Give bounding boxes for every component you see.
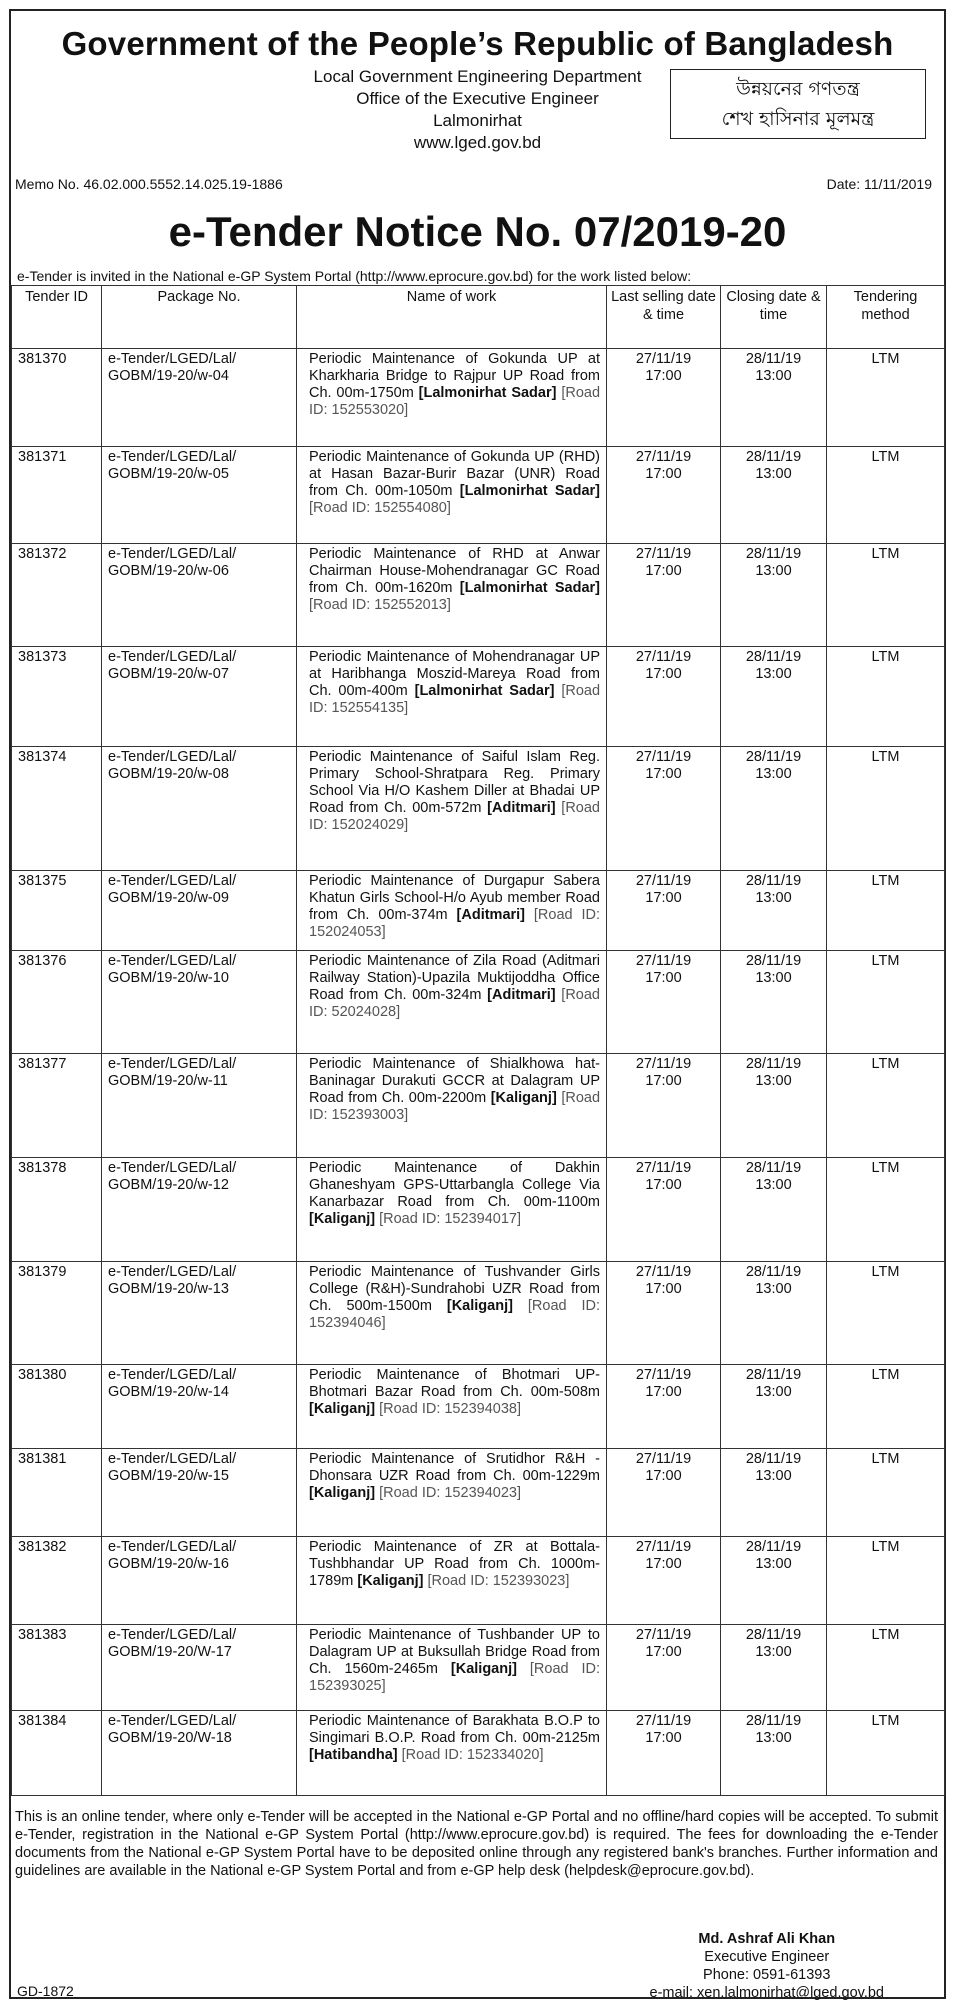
work-location: [Kaliganj] — [309, 1211, 376, 1227]
slogan-box — [670, 69, 926, 139]
table-row — [12, 951, 945, 1054]
tendering-method-cell: LTM — [827, 447, 945, 544]
closing-date-cell: 28/11/19 13:00 — [721, 1158, 827, 1262]
slogan-line-2: শেখ হাসিনার মূলমন্ত্র — [721, 108, 875, 130]
header-closing-date: Closing date & time — [721, 286, 827, 349]
table-row — [12, 1449, 945, 1537]
road-id: [Road ID: 152334020] — [401, 1747, 544, 1763]
tender-notice-page — [9, 9, 946, 1999]
work-location: [Kaliganj] — [357, 1573, 424, 1589]
package-no-cell: e-Tender/LGED/Lal/ GOBM/19-20/W-17 — [102, 1625, 297, 1711]
name-of-work-cell — [297, 1054, 607, 1158]
road-id: [Road ID: 152394046] — [309, 1298, 601, 1331]
package-no-cell: e-Tender/LGED/Lal/ GOBM/19-20/w-09 — [102, 871, 297, 951]
package-no-cell: e-Tender/LGED/Lal/ GOBM/19-20/w-12 — [102, 1158, 297, 1262]
name-of-work-cell — [297, 1262, 607, 1365]
last-selling-date-cell: 27/11/19 17:00 — [607, 349, 721, 447]
table-row — [12, 1711, 945, 1796]
road-id: [Road ID: 152554135] — [309, 683, 601, 716]
gd-number: GD-1872 — [17, 1983, 74, 1999]
tender-id-cell: 381380 — [12, 1365, 102, 1449]
table-row — [12, 544, 945, 647]
closing-date-cell: 28/11/19 13:00 — [721, 747, 827, 871]
table-row — [12, 1625, 945, 1711]
work-description: Periodic Maintenance of Mohendranagar UP at Haribhanga Moszid-Mareya Road from Ch. 00m-400m — [309, 649, 600, 699]
signatory-phone: Phone: 0591-61393 — [703, 1967, 831, 1983]
notice-title: e-Tender Notice No. 07/2019-20 — [168, 208, 787, 255]
intro-text: e-Tender is invited in the National e-GP System Portal (http://www.eprocure.gov.bd) for the work listed below: — [17, 268, 692, 284]
road-id: [Road ID: 152554080] — [309, 500, 451, 516]
work-description: Periodic Maintenance of Tushbander UP to Dalagram UP at Buksullah Bridge Road from Ch. 1560m-2465m — [309, 1627, 600, 1677]
tendering-method-cell: LTM — [827, 544, 945, 647]
name-of-work-cell — [297, 1625, 607, 1711]
name-of-work-cell — [297, 951, 607, 1054]
tendering-method-cell: LTM — [827, 1054, 945, 1158]
name-of-work-cell — [297, 1711, 607, 1796]
work-location: [Lalmonirhat Sadar] — [459, 580, 600, 596]
work-description: Periodic Maintenance of Srutidhor R&H - Dhonsara UZR Road from Ch. 00m-1229m — [309, 1451, 600, 1484]
last-selling-date-cell: 27/11/19 17:00 — [607, 1262, 721, 1365]
work-location: [Kaliganj] — [309, 1401, 376, 1417]
tendering-method-cell: LTM — [827, 1158, 945, 1262]
tendering-method-cell: LTM — [827, 647, 945, 747]
district-name: Lalmonirhat — [433, 111, 522, 130]
last-selling-date-cell: 27/11/19 17:00 — [607, 747, 721, 871]
package-no-cell: e-Tender/LGED/Lal/ GOBM/19-20/w-05 — [102, 447, 297, 544]
name-of-work-cell — [297, 349, 607, 447]
work-description: Periodic Maintenance of Saiful Islam Reg. Primary School-Shratpara Reg. Primary School Via H/O Kashem Diller at Bhadai UP Road from Ch. 00m-572m — [309, 749, 600, 816]
table-row — [12, 447, 945, 544]
closing-date-cell: 28/11/19 13:00 — [721, 544, 827, 647]
road-id: [Road ID: 152393025] — [309, 1661, 601, 1694]
work-location: [Kaliganj] — [309, 1485, 376, 1501]
work-description: Periodic Maintenance of Barakhata B.O.P to Singimari B.O.P. Road from Ch. 00m-2125m — [309, 1713, 600, 1746]
last-selling-date-cell: 27/11/19 17:00 — [607, 1158, 721, 1262]
header-tender-id: Tender ID — [12, 286, 102, 349]
name-of-work-cell — [297, 1158, 607, 1262]
road-id: [Road ID: 152024053] — [309, 907, 601, 940]
name-of-work-cell — [297, 544, 607, 647]
work-location: [Kaliganj] — [490, 1090, 557, 1106]
package-no-cell: e-Tender/LGED/Lal/ GOBM/19-20/W-18 — [102, 1711, 297, 1796]
header-name-of-work: Name of work — [297, 286, 607, 349]
tender-id-cell: 381378 — [12, 1158, 102, 1262]
package-no-cell: e-Tender/LGED/Lal/ GOBM/19-20/w-14 — [102, 1365, 297, 1449]
work-description: Periodic Maintenance of Dakhin Ghaneshyam GPS-Uttarbangla College Via Kanarbazar Road from Ch. 00m-1100m — [309, 1160, 600, 1210]
tender-table — [11, 285, 945, 1796]
road-id: [Road ID: 152394038] — [379, 1401, 521, 1417]
closing-date-cell: 28/11/19 13:00 — [721, 1711, 827, 1796]
tendering-method-cell: LTM — [827, 1711, 945, 1796]
notice-header — [11, 11, 944, 179]
tender-id-cell: 381376 — [12, 951, 102, 1054]
work-description: Periodic Maintenance of RHD at Anwar Chairman House-Mohendranagar GC Road from Ch. 00m-1620m — [309, 546, 600, 596]
table-row — [12, 1537, 945, 1625]
tender-id-cell: 381375 — [12, 871, 102, 951]
table-row — [12, 1262, 945, 1365]
signature-block — [650, 1930, 885, 2002]
road-id: [Road ID: 152393003] — [309, 1090, 601, 1123]
package-no-cell: e-Tender/LGED/Lal/ GOBM/19-20/w-07 — [102, 647, 297, 747]
table-row — [12, 1054, 945, 1158]
table-header-row — [12, 286, 945, 349]
name-of-work-cell — [297, 871, 607, 951]
table-row — [12, 349, 945, 447]
package-no-cell: e-Tender/LGED/Lal/ GOBM/19-20/w-08 — [102, 747, 297, 871]
road-id: [Road ID: 152553020] — [309, 385, 601, 418]
table-row — [12, 647, 945, 747]
closing-date-cell: 28/11/19 13:00 — [721, 1365, 827, 1449]
work-description: Periodic Maintenance of Gokunda UP (RHD) at Hasan Bazar-Burir Bazar (UNR) Road from Ch. 00m-1050m — [309, 449, 600, 499]
signatory-designation: Executive Engineer — [704, 1949, 830, 1965]
last-selling-date-cell: 27/11/19 17:00 — [607, 1625, 721, 1711]
closing-date-cell: 28/11/19 13:00 — [721, 1625, 827, 1711]
last-selling-date-cell: 27/11/19 17:00 — [607, 1537, 721, 1625]
closing-date-cell: 28/11/19 13:00 — [721, 647, 827, 747]
work-location: [Kaliganj] — [450, 1661, 517, 1677]
closing-date-cell: 28/11/19 13:00 — [721, 1262, 827, 1365]
package-no-cell: e-Tender/LGED/Lal/ GOBM/19-20/w-10 — [102, 951, 297, 1054]
work-location: [Lalmonirhat Sadar] — [459, 483, 600, 499]
work-description: Periodic Maintenance of Gokunda UP at Kharkharia Bridge to Rajpur UP Road from Ch. 00m-1750m — [309, 351, 600, 401]
road-id: [Road ID: 152394017] — [379, 1211, 521, 1227]
closing-date-cell: 28/11/19 13:00 — [721, 951, 827, 1054]
memo-number: Memo No. 46.02.000.5552.14.025.19-1886 — [15, 176, 283, 192]
work-description: Periodic Maintenance of ZR at Bottala-Tushbhandar UP Road from Ch. 1000m-1789m — [309, 1539, 600, 1589]
signatory-email: e-mail: xen.lalmonirhat@lged.gov.bd — [649, 1985, 884, 2001]
last-selling-date-cell: 27/11/19 17:00 — [607, 544, 721, 647]
tender-id-cell: 381370 — [12, 349, 102, 447]
road-id: [Road ID: 52024028] — [309, 987, 600, 1020]
tender-id-cell: 381371 — [12, 447, 102, 544]
work-location: [Hatibandha] — [309, 1747, 398, 1763]
closing-date-cell: 28/11/19 13:00 — [721, 349, 827, 447]
table-row — [12, 1365, 945, 1449]
tendering-method-cell: LTM — [827, 1537, 945, 1625]
road-id: [Road ID: 152552013] — [309, 597, 451, 613]
closing-date-cell: 28/11/19 13:00 — [721, 1449, 827, 1537]
tender-id-cell: 381379 — [12, 1262, 102, 1365]
package-no-cell: e-Tender/LGED/Lal/ GOBM/19-20/w-15 — [102, 1449, 297, 1537]
tendering-method-cell: LTM — [827, 1449, 945, 1537]
tendering-method-cell: LTM — [827, 1625, 945, 1711]
work-description: Periodic Maintenance of Bhotmari UP-Bhotmari Bazar Road from Ch. 00m-508m — [309, 1367, 600, 1400]
closing-date-cell: 28/11/19 13:00 — [721, 1054, 827, 1158]
package-no-cell: e-Tender/LGED/Lal/ GOBM/19-20/w-13 — [102, 1262, 297, 1365]
tendering-method-cell: LTM — [827, 951, 945, 1054]
last-selling-date-cell: 27/11/19 17:00 — [607, 871, 721, 951]
closing-date-cell: 28/11/19 13:00 — [721, 871, 827, 951]
work-location: [Aditmari] — [487, 987, 556, 1003]
last-selling-date-cell: 27/11/19 17:00 — [607, 1711, 721, 1796]
footer-instructions: This is an online tender, where only e-Tender will be accepted in the National e-GP Portal and no offline/hard copies will be accepted. To submit e-Tender, registration in the National e-GP System Portal (http://www.eprocure.gov.bd) is required. The fees for downloading the e-Tender documents from the National e-GP System Portal have to be deposited online through any registered bank's branches. Further information and guidelines are available in the National e-GP System Portal and from e-GP help desk (helpdesk@eprocure.gov.bd). — [15, 1809, 938, 1879]
work-location: [Aditmari] — [487, 800, 556, 816]
tender-id-cell: 381372 — [12, 544, 102, 647]
package-no-cell: e-Tender/LGED/Lal/ GOBM/19-20/w-04 — [102, 349, 297, 447]
work-location: [Kaliganj] — [446, 1298, 513, 1314]
department-name: Local Government Engineering Department — [313, 67, 642, 86]
road-id: [Road ID: 152393023] — [427, 1573, 570, 1589]
work-description: Periodic Maintenance of Zila Road (Aditmari Railway Station)-Upazila Muktijoddha Office Road from Ch. 00m-324m — [309, 953, 600, 1003]
header-package-no: Package No. — [102, 286, 297, 349]
table-row — [12, 1158, 945, 1262]
table-row — [12, 747, 945, 871]
office-name: Office of the Executive Engineer — [356, 89, 599, 108]
slogan-line-1: উন্নয়নের গণতন্ত্র — [736, 78, 860, 100]
name-of-work-cell — [297, 747, 607, 871]
notice-date: Date: 11/11/2019 — [826, 176, 932, 192]
tendering-method-cell: LTM — [827, 1365, 945, 1449]
website: www.lged.gov.bd — [413, 133, 542, 152]
last-selling-date-cell: 27/11/19 17:00 — [607, 1054, 721, 1158]
road-id: [Road ID: 152394023] — [379, 1485, 521, 1501]
road-id: [Road ID: 152024029] — [309, 800, 600, 833]
government-title: Government of the People’s Republic of Bangladesh — [61, 25, 894, 62]
tender-id-cell: 381383 — [12, 1625, 102, 1711]
tendering-method-cell: LTM — [827, 1262, 945, 1365]
name-of-work-cell — [297, 1449, 607, 1537]
tender-id-cell: 381377 — [12, 1054, 102, 1158]
last-selling-date-cell: 27/11/19 17:00 — [607, 1449, 721, 1537]
header-last-selling-date: Last selling date & time — [607, 286, 721, 349]
tendering-method-cell: LTM — [827, 871, 945, 951]
tender-id-cell: 381374 — [12, 747, 102, 871]
work-location: [Lalmonirhat Sadar] — [414, 683, 555, 699]
closing-date-cell: 28/11/19 13:00 — [721, 1537, 827, 1625]
tendering-method-cell: LTM — [827, 747, 945, 871]
signatory-name: Md. Ashraf Ali Khan — [698, 1931, 836, 1947]
work-description: Periodic Maintenance of Shialkhowa hat-Baninagar Durakuti GCCR at Dalagram UP Road from Ch. 00m-2200m — [309, 1056, 600, 1106]
tender-id-cell: 381382 — [12, 1537, 102, 1625]
package-no-cell: e-Tender/LGED/Lal/ GOBM/19-20/w-06 — [102, 544, 297, 647]
last-selling-date-cell: 27/11/19 17:00 — [607, 1365, 721, 1449]
work-location: [Lalmonirhat Sadar] — [418, 385, 557, 401]
name-of-work-cell — [297, 1537, 607, 1625]
last-selling-date-cell: 27/11/19 17:00 — [607, 951, 721, 1054]
tendering-method-cell: LTM — [827, 349, 945, 447]
table-row — [12, 871, 945, 951]
last-selling-date-cell: 27/11/19 17:00 — [607, 447, 721, 544]
name-of-work-cell — [297, 447, 607, 544]
closing-date-cell: 28/11/19 13:00 — [721, 447, 827, 544]
work-location: [Aditmari] — [456, 907, 526, 923]
work-description: Periodic Maintenance of Tushvander Girls College (R&H)-Sundrahobi UZR Road from Ch. 500m-1500m — [309, 1264, 600, 1314]
tender-id-cell: 381384 — [12, 1711, 102, 1796]
tender-id-cell: 381373 — [12, 647, 102, 747]
tender-id-cell: 381381 — [12, 1449, 102, 1537]
name-of-work-cell — [297, 647, 607, 747]
name-of-work-cell — [297, 1365, 607, 1449]
package-no-cell: e-Tender/LGED/Lal/ GOBM/19-20/w-11 — [102, 1054, 297, 1158]
last-selling-date-cell: 27/11/19 17:00 — [607, 647, 721, 747]
package-no-cell: e-Tender/LGED/Lal/ GOBM/19-20/w-16 — [102, 1537, 297, 1625]
work-description: Periodic Maintenance of Durgapur Sabera Khatun Girls School-H/o Ayub member Road from Ch. 00m-374m — [309, 873, 600, 923]
header-tendering-method: Tendering method — [827, 286, 945, 349]
